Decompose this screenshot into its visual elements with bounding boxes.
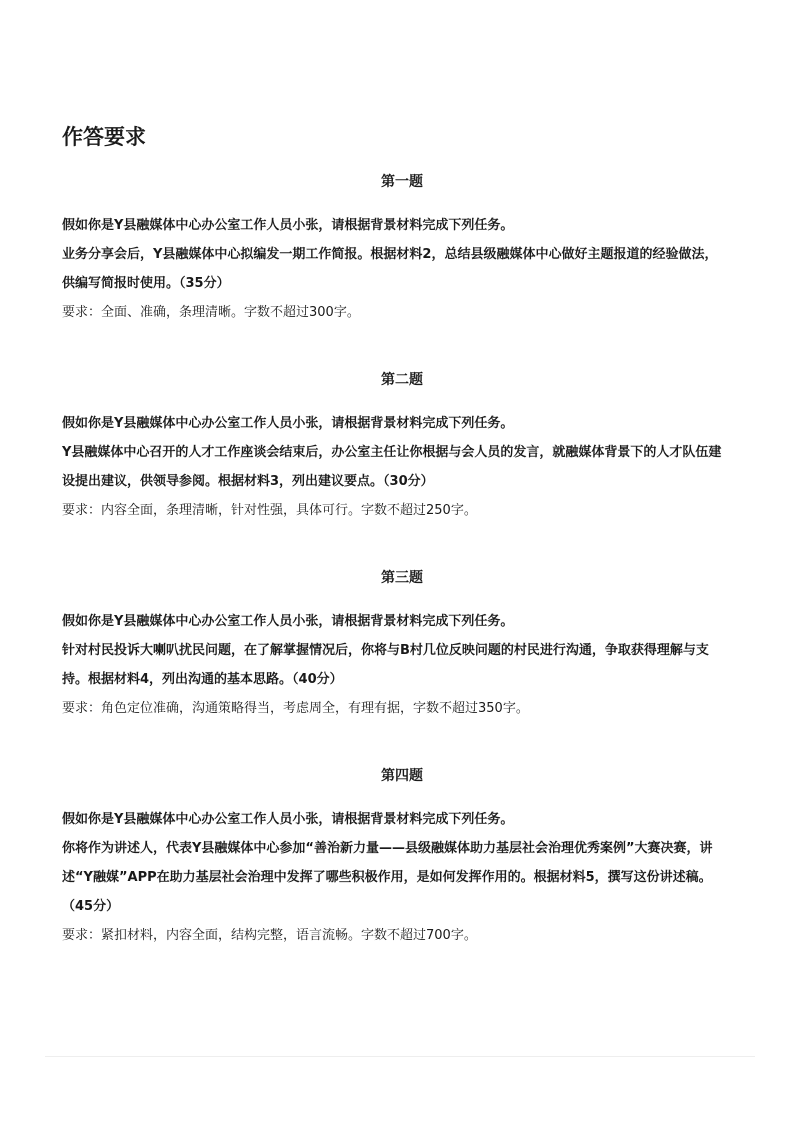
question-2 xyxy=(62,370,742,525)
question-role: 假如你是Y县融媒体中心办公室工作人员小张，请根据背景材料完成下列任务。 xyxy=(62,218,514,233)
question-task-line: 述“Y融媒”APP在助力基层社会治理中发挥了哪些积极作用，是如何发挥作用的。根据材料5，撰写这份讲述稿。 xyxy=(62,870,712,885)
question-requirement: 要求：全面、准确，条理清晰。字数不超过300字。 xyxy=(62,305,360,320)
question-1 xyxy=(62,172,742,327)
question-task-line: 你将作为讲述人，代表Y县融媒体中心参加“善治新力量——县级融媒体助力基层社会治理优秀案例”大赛决赛，讲 xyxy=(62,841,713,856)
question-role: 假如你是Y县融媒体中心办公室工作人员小张，请根据背景材料完成下列任务。 xyxy=(62,614,514,629)
question-requirement: 要求：紧扣材料，内容全面，结构完整，语言流畅。字数不超过700字。 xyxy=(62,928,477,943)
question-task-line: 供编写简报时使用。（35分） xyxy=(62,276,230,291)
question-task-line: 针对村民投诉大喇叭扰民问题，在了解掌握情况后，你将与B村几位反映问题的村民进行沟通，争取获得理解与支 xyxy=(62,643,709,658)
question-requirement: 要求：角色定位准确，沟通策略得当，考虑周全，有理有据，字数不超过350字。 xyxy=(62,701,529,716)
question-heading: 第四题 xyxy=(381,768,423,784)
question-task-line: （45分） xyxy=(62,899,120,914)
question-requirement: 要求：内容全面，条理清晰，针对性强，具体可行。字数不超过250字。 xyxy=(62,503,477,518)
question-heading: 第二题 xyxy=(381,372,423,388)
question-task-line: 业务分享会后，Y县融媒体中心拟编发一期工作简报。根据材料2，总结县级融媒体中心做好主题报道的经验做法， xyxy=(62,247,718,262)
question-task-line: 持。根据材料4，列出沟通的基本思路。（40分） xyxy=(62,672,343,687)
page-title: 作答要求 xyxy=(62,125,146,149)
question-role: 假如你是Y县融媒体中心办公室工作人员小张，请根据背景材料完成下列任务。 xyxy=(62,416,514,431)
question-heading: 第三题 xyxy=(381,570,423,586)
question-3 xyxy=(62,568,742,723)
question-4 xyxy=(62,766,742,950)
question-heading: 第一题 xyxy=(381,174,423,190)
footer-divider xyxy=(45,1056,755,1057)
question-role: 假如你是Y县融媒体中心办公室工作人员小张，请根据背景材料完成下列任务。 xyxy=(62,812,514,827)
question-task-line: Y县融媒体中心召开的人才工作座谈会结束后，办公室主任让你根据与会人员的发言，就融媒体背景下的人才队伍建 xyxy=(62,445,722,460)
question-task-line: 设提出建议，供领导参阅。根据材料3，列出建议要点。（30分） xyxy=(62,474,434,489)
